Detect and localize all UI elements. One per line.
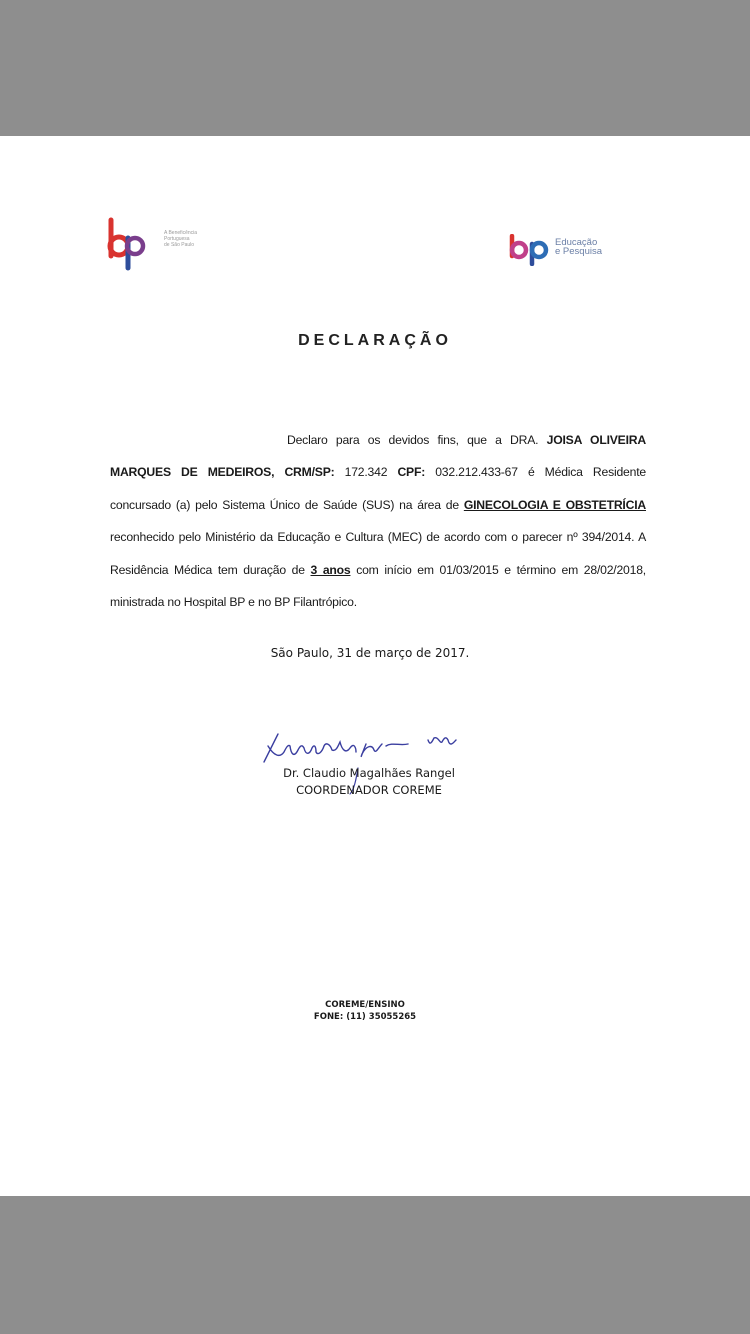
specialty-area: GINECOLOGIA E OBSTETRÍCIA xyxy=(463,497,646,512)
signatory-role: COORDENADOR COREME xyxy=(296,783,442,797)
declarant-name: JOISA OLIVEIRA MARQUES DE MEDEIROS, CRM/SP: xyxy=(110,433,646,480)
footer-department: COREME/ENSINO xyxy=(325,1000,405,1010)
residency-duration: 3 anos xyxy=(310,562,351,577)
beneficencia-logo xyxy=(106,216,216,272)
right-logo-tagline: Educação e Pesquisa xyxy=(555,237,603,257)
left-logo-tagline: A Beneficência Portuguesa de São Paulo xyxy=(164,230,198,248)
declaration-paragraph: Declaro para os devidos fins, que a DRA. JOISA OLIVEIRA MARQUES DE MEDEIROS, CRM/SP: 172.342 CPF: 032.212.433-67 é Médica Residente concursado (a) pelo Sistema Único de Saúde (SUS) na área de GINECOLOGIA E OBSTETRÍCIA reconhecido pelo Ministério da Educação e Cultura (MEC) de acordo com o parecer nº 394/2014. A Residência Médica tem duração de 3 anos com início em 01/03/2015 e término em 28/02/2018, ministrada no Hospital BP e no BP Filantrópico. xyxy=(110,433,646,610)
educacao-pesquisa-logo xyxy=(508,234,628,268)
document-title: DECLARAÇÃO xyxy=(298,332,452,349)
signatory-name: Dr. Claudio Magalhães Rangel xyxy=(283,766,455,780)
cpf-label: CPF: xyxy=(397,465,426,480)
document-page xyxy=(0,136,750,1196)
bp-logo-icon xyxy=(106,216,146,272)
date-line: São Paulo, 31 de março de 2017. xyxy=(270,646,470,660)
footer-phone: FONE: (11) 35055265 xyxy=(313,1012,417,1022)
bp-education-logo-icon xyxy=(508,234,552,266)
